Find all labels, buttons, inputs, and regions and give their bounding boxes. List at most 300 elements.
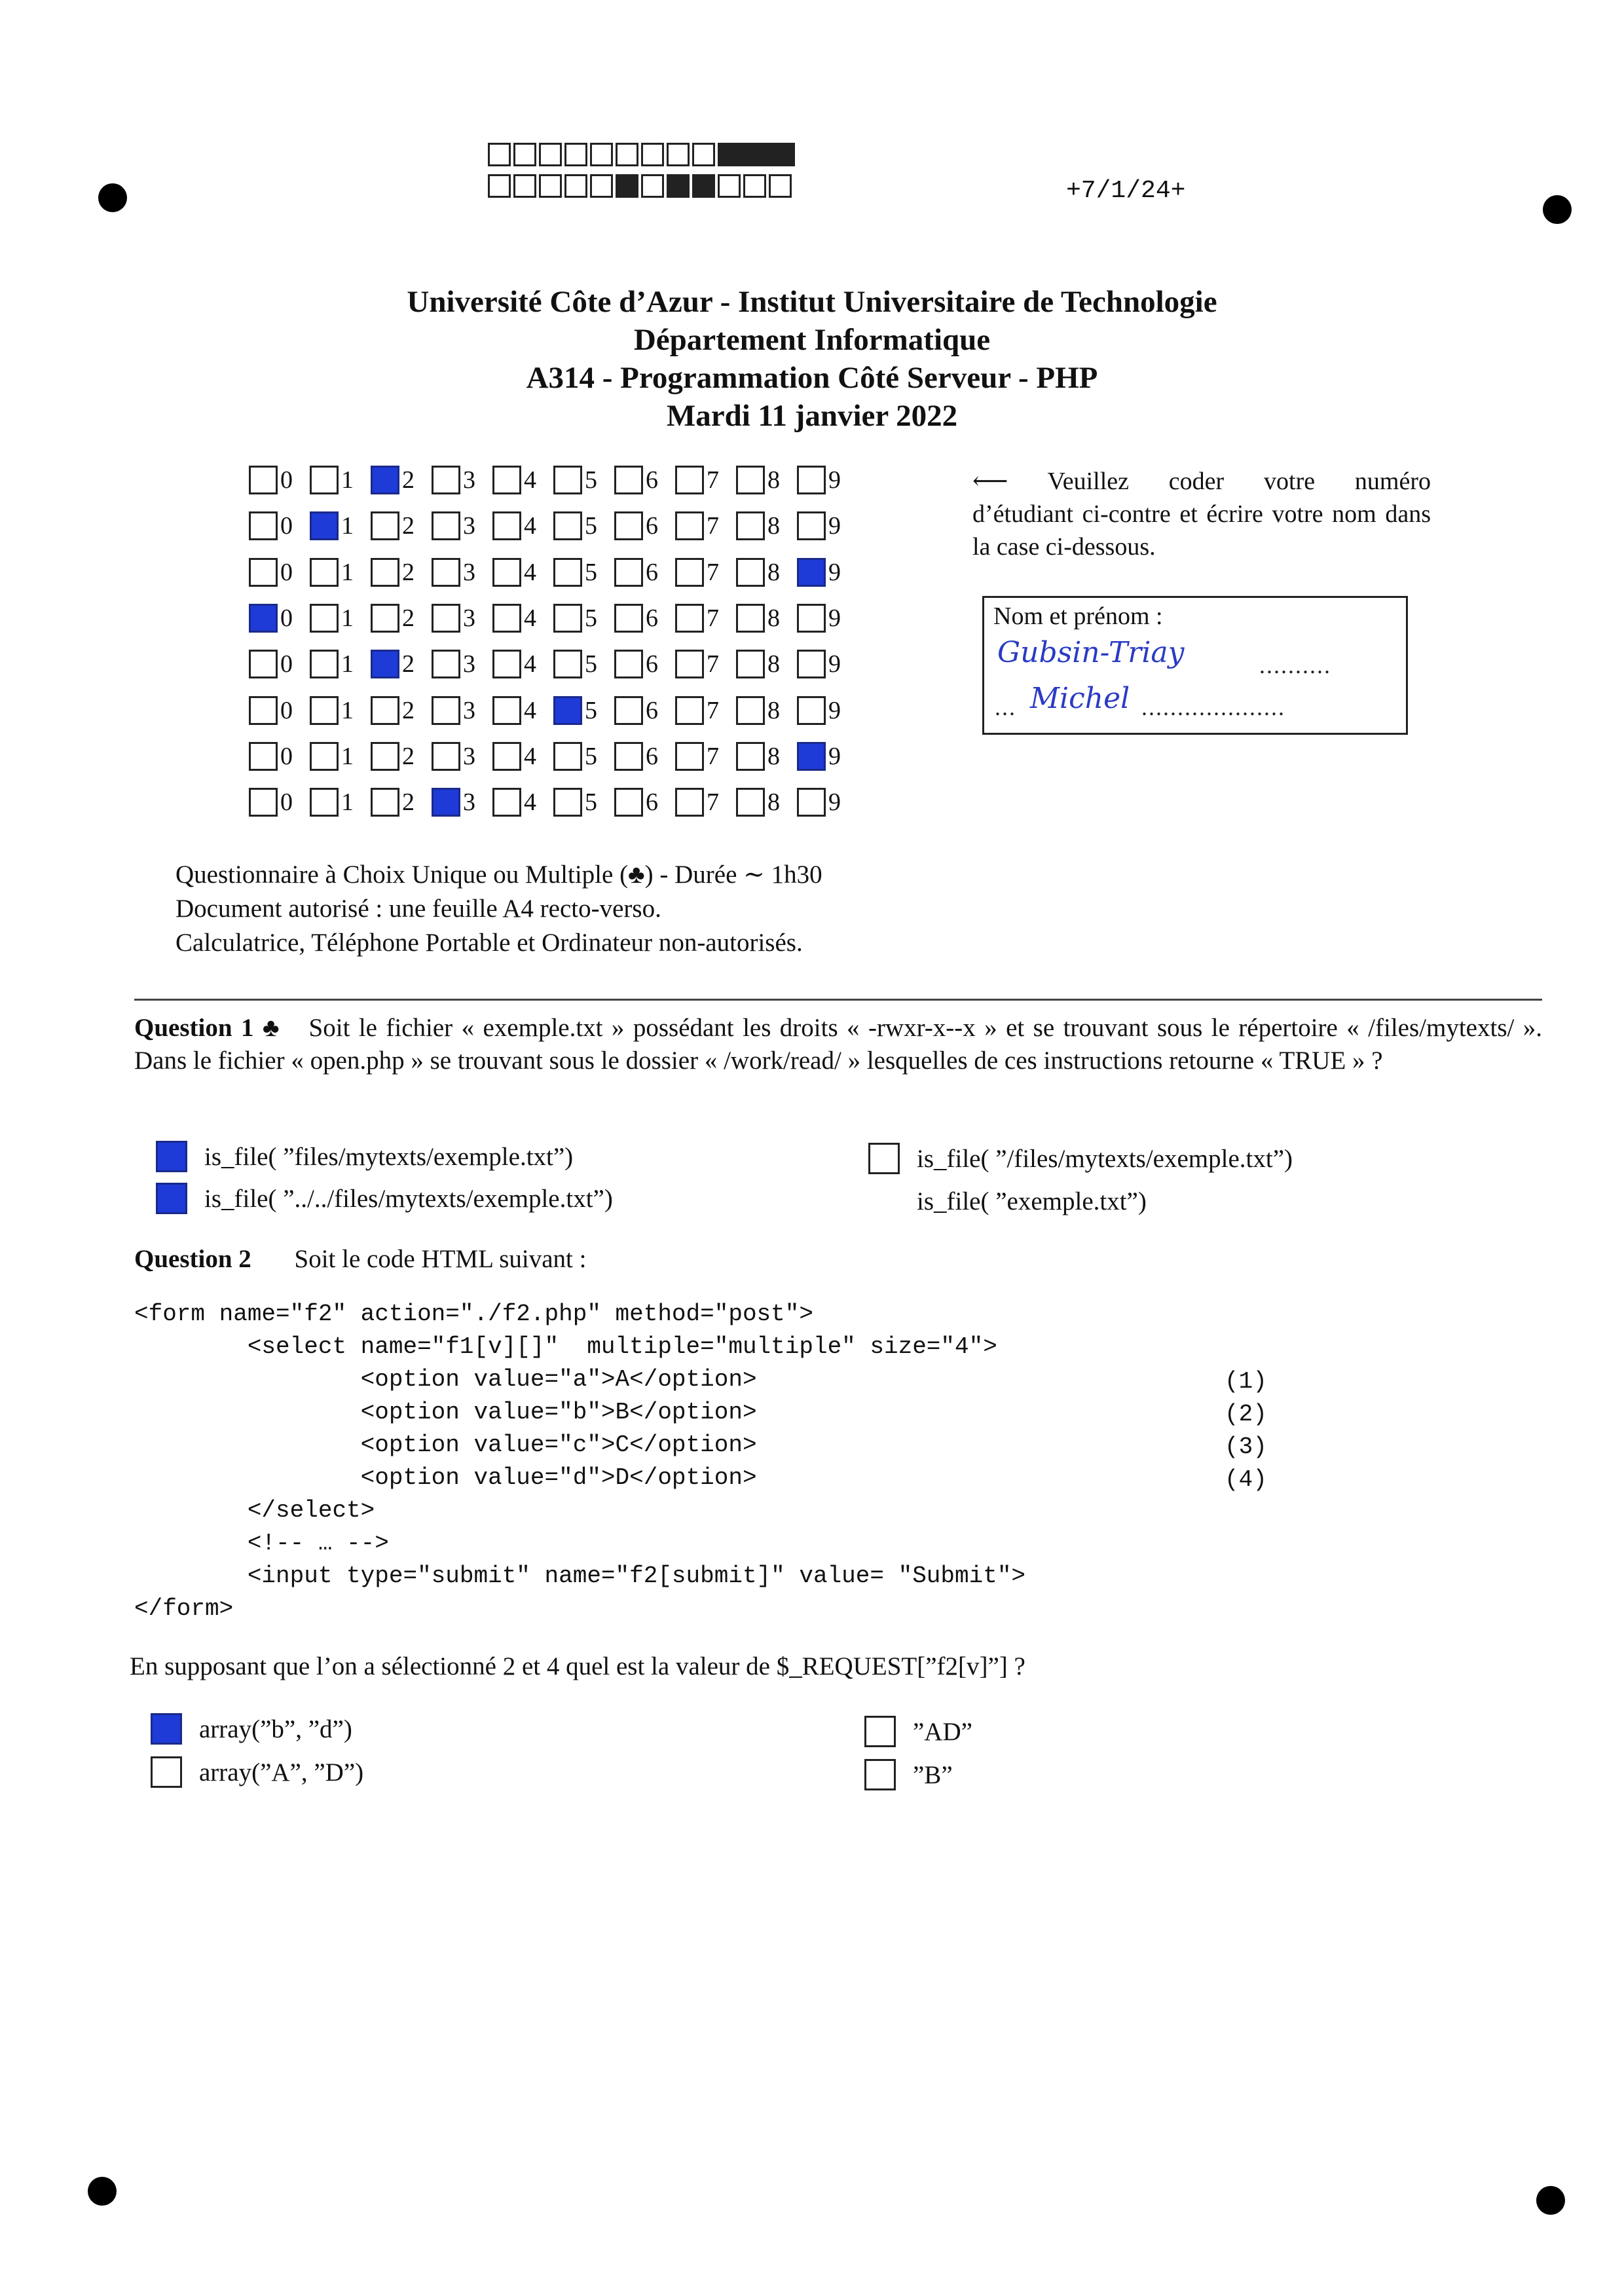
digit-checkbox[interactable] (310, 511, 339, 540)
digit-label: 7 (707, 466, 719, 494)
digit-label: 2 (402, 604, 415, 632)
digit-cell[interactable] (371, 558, 432, 587)
name-dotted-line-2-prefix: ... (995, 694, 1016, 720)
digit-checkbox[interactable] (553, 604, 582, 633)
digit-cell[interactable] (310, 604, 371, 633)
digit-cell[interactable] (553, 604, 614, 633)
digit-checkbox[interactable] (492, 511, 521, 540)
digit-cell[interactable] (553, 511, 614, 540)
digit-cell[interactable] (736, 742, 797, 771)
digit-cell[interactable] (492, 696, 553, 725)
digit-label: 5 (585, 788, 597, 816)
digit-checkbox[interactable] (736, 558, 765, 587)
digit-label: 3 (463, 743, 475, 770)
digit-label: 4 (524, 650, 536, 678)
digit-label: 9 (828, 559, 841, 586)
digit-cell[interactable] (249, 788, 310, 817)
handwritten-last-name: Gubsin-Triay (997, 636, 1185, 669)
checkbox[interactable] (151, 1756, 182, 1788)
digit-cell[interactable] (736, 466, 797, 494)
digit-label: 9 (828, 697, 841, 724)
digit-label: 7 (707, 697, 719, 724)
digit-checkbox[interactable] (432, 604, 460, 633)
digit-checkbox[interactable] (675, 511, 704, 540)
digit-cell[interactable] (553, 788, 614, 817)
digit-label: 7 (707, 743, 719, 770)
handwritten-first-name: Michel (1030, 682, 1130, 715)
digit-label: 3 (463, 512, 475, 540)
digit-cell[interactable] (371, 466, 432, 494)
digit-label: 0 (280, 697, 293, 724)
digit-cell[interactable] (614, 466, 675, 494)
instructions-text: Veuillez coder votre numéro d’étudiant ci-contre et écrire votre nom dans la case ci-dessous. (972, 468, 1431, 561)
digit-checkbox[interactable] (553, 466, 582, 494)
digit-cell[interactable] (249, 650, 310, 678)
digit-checkbox[interactable] (249, 511, 278, 540)
name-dotted-line-2: .................... (1141, 694, 1285, 720)
digit-cell[interactable] (310, 742, 371, 771)
code-line-refs (1225, 1365, 1267, 1496)
grid-row (249, 692, 858, 729)
digit-checkbox[interactable] (492, 742, 521, 771)
choice-label: array(”b”, ”d”) (199, 1714, 352, 1743)
digit-label: 5 (585, 466, 597, 494)
digit-cell[interactable] (675, 466, 736, 494)
digit-cell[interactable] (553, 466, 614, 494)
digit-checkbox[interactable] (432, 742, 460, 771)
digit-label: 0 (280, 743, 293, 770)
digit-label: 4 (524, 466, 536, 494)
digit-cell[interactable] (249, 742, 310, 771)
digit-checkbox[interactable] (614, 466, 643, 494)
name-dotted-line-1: .......... (1259, 652, 1331, 678)
q1-choice-4[interactable] (868, 1185, 1147, 1217)
choice-label: array(”A”, ”D”) (199, 1758, 364, 1787)
exam-code: +7/1/24+ (1066, 177, 1186, 205)
digit-checkbox[interactable] (553, 650, 582, 678)
digit-cell[interactable] (492, 511, 553, 540)
digit-cell[interactable] (492, 742, 553, 771)
grid-row (249, 462, 858, 498)
digit-label: 6 (646, 512, 658, 540)
digit-cell[interactable] (797, 604, 858, 633)
checkbox[interactable] (156, 1183, 187, 1214)
digit-checkbox[interactable] (675, 604, 704, 633)
q2-choice-1[interactable] (151, 1713, 352, 1745)
digit-checkbox[interactable] (736, 650, 765, 678)
digit-checkbox[interactable] (675, 742, 704, 771)
digit-label: 0 (280, 788, 293, 816)
digit-cell[interactable] (310, 558, 371, 587)
digit-cell[interactable] (310, 511, 371, 540)
choice-label: is_file( ”files/mytexts/exemple.txt”) (204, 1142, 574, 1171)
digit-checkbox[interactable] (797, 466, 826, 494)
digit-cell[interactable] (675, 558, 736, 587)
digit-label: 0 (280, 559, 293, 586)
checkbox[interactable] (868, 1143, 900, 1174)
digit-checkbox[interactable] (797, 511, 826, 540)
digit-label: 1 (341, 788, 354, 816)
digit-cell[interactable] (797, 788, 858, 817)
digit-label: 6 (646, 650, 658, 678)
digit-cell[interactable] (797, 558, 858, 587)
digit-label: 2 (402, 559, 415, 586)
digit-label: 3 (463, 697, 475, 724)
corner-mark-top-left (98, 183, 127, 212)
digit-label: 8 (767, 788, 780, 816)
digit-cell[interactable] (249, 558, 310, 587)
digit-cell[interactable] (432, 558, 492, 587)
digit-checkbox[interactable] (553, 558, 582, 587)
digit-label: 8 (767, 604, 780, 632)
digit-cell[interactable] (492, 604, 553, 633)
choice-label: ”B” (913, 1760, 953, 1789)
digit-checkbox[interactable] (310, 558, 339, 587)
digit-cell[interactable] (432, 511, 492, 540)
digit-checkbox[interactable] (736, 604, 765, 633)
ref-4: (4) (1225, 1466, 1267, 1493)
digit-label: 9 (828, 650, 841, 678)
digit-checkbox[interactable] (553, 742, 582, 771)
digit-label: 6 (646, 559, 658, 586)
digit-label: 0 (280, 466, 293, 494)
checkbox[interactable] (151, 1713, 182, 1745)
digit-checkbox[interactable] (614, 650, 643, 678)
corner-mark-bottom-left (88, 2177, 117, 2206)
digit-cell[interactable] (371, 742, 432, 771)
digit-checkbox[interactable] (614, 558, 643, 587)
name-box[interactable] (982, 596, 1408, 735)
digit-cell[interactable] (310, 788, 371, 817)
ref-3: (3) (1225, 1434, 1267, 1460)
digit-checkbox[interactable] (736, 511, 765, 540)
exam-info (175, 858, 822, 960)
question-2-header (134, 1243, 1542, 1276)
exam-info-line-1: Questionnaire à Choix Unique ou Multiple (♣) - Durée ∼ 1h30 (175, 861, 822, 889)
digit-cell[interactable] (553, 742, 614, 771)
digit-label: 9 (828, 604, 841, 632)
grid-row (249, 600, 858, 637)
digit-label: 1 (341, 650, 354, 678)
digit-cell[interactable] (614, 558, 675, 587)
digit-label: 5 (585, 559, 597, 586)
digit-checkbox[interactable] (310, 650, 339, 678)
digit-cell[interactable] (736, 511, 797, 540)
digit-label: 0 (280, 650, 293, 678)
digit-cell[interactable] (249, 511, 310, 540)
digit-label: 8 (767, 697, 780, 724)
barcode-row-top (488, 143, 798, 166)
digit-label: 1 (341, 559, 354, 586)
digit-checkbox[interactable] (249, 650, 278, 678)
digit-label: 3 (463, 650, 475, 678)
digit-cell[interactable] (492, 788, 553, 817)
digit-cell[interactable] (432, 650, 492, 678)
digit-cell[interactable] (249, 604, 310, 633)
digit-label: 5 (585, 512, 597, 540)
digit-checkbox[interactable] (675, 466, 704, 494)
digit-cell[interactable] (553, 696, 614, 725)
separator-rule (134, 999, 1542, 1001)
q2-choice-3[interactable] (864, 1716, 972, 1747)
digit-cell[interactable] (797, 466, 858, 494)
digit-checkbox[interactable] (310, 696, 339, 725)
digit-checkbox[interactable] (797, 696, 826, 725)
digit-cell[interactable] (310, 696, 371, 725)
q2-choice-4[interactable] (864, 1759, 953, 1790)
checkbox[interactable] (864, 1759, 896, 1790)
digit-label: 8 (767, 650, 780, 678)
html-code-block: <form name="f2" action="./f2.php" method="post"> <select name="f1[v][]" multiple="multiple" size="4"> <option value="a">A</option> <option value="b">B</option> <option value="c">C</option> <option value="d">D</option> </select> <!-- … --> <input type="submit" name="f2[submit]" value= "Submit"> </form> (134, 1301, 1026, 1622)
digit-cell[interactable] (371, 650, 432, 678)
digit-checkbox[interactable] (797, 558, 826, 587)
digit-label: 5 (585, 604, 597, 632)
digit-label: 4 (524, 697, 536, 724)
digit-label: 9 (828, 788, 841, 816)
digit-label: 6 (646, 743, 658, 770)
digit-cell[interactable] (614, 650, 675, 678)
digit-checkbox[interactable] (310, 604, 339, 633)
digit-cell[interactable] (371, 511, 432, 540)
digit-checkbox[interactable] (736, 696, 765, 725)
digit-checkbox[interactable] (492, 558, 521, 587)
digit-checkbox[interactable] (675, 558, 704, 587)
digit-label: 0 (280, 512, 293, 540)
ref-1: (1) (1225, 1368, 1267, 1395)
grid-row (249, 508, 858, 544)
digit-cell[interactable] (614, 604, 675, 633)
digit-cell[interactable] (797, 696, 858, 725)
checkbox[interactable] (864, 1716, 896, 1747)
digit-checkbox[interactable] (797, 788, 826, 817)
digit-cell[interactable] (736, 650, 797, 678)
digit-cell[interactable] (675, 788, 736, 817)
digit-checkbox[interactable] (432, 650, 460, 678)
digit-checkbox[interactable] (310, 466, 339, 494)
digit-label: 3 (463, 466, 475, 494)
digit-checkbox[interactable] (553, 511, 582, 540)
exam-date: Mardi 11 janvier 2022 (666, 399, 958, 433)
digit-checkbox[interactable] (249, 696, 278, 725)
digit-checkbox[interactable] (492, 466, 521, 494)
digit-cell[interactable] (310, 650, 371, 678)
digit-checkbox[interactable] (492, 604, 521, 633)
digit-label: 2 (402, 788, 415, 816)
digit-label: 3 (463, 604, 475, 632)
digit-cell[interactable] (675, 650, 736, 678)
digit-checkbox[interactable] (432, 558, 460, 587)
digit-checkbox[interactable] (432, 466, 460, 494)
digit-label: 2 (402, 512, 415, 540)
grid-row (249, 646, 858, 682)
digit-checkbox[interactable] (249, 788, 278, 817)
digit-label: 8 (767, 743, 780, 770)
digit-cell[interactable] (492, 558, 553, 587)
digit-cell[interactable] (614, 696, 675, 725)
digit-cell[interactable] (797, 742, 858, 771)
digit-checkbox[interactable] (371, 742, 399, 771)
digit-checkbox[interactable] (553, 788, 582, 817)
digit-cell[interactable] (371, 604, 432, 633)
digit-cell[interactable] (675, 511, 736, 540)
digit-checkbox[interactable] (371, 558, 399, 587)
digit-label: 2 (402, 697, 415, 724)
digit-checkbox[interactable] (797, 650, 826, 678)
digit-label: 8 (767, 466, 780, 494)
digit-checkbox[interactable] (371, 696, 399, 725)
q1-choice-2[interactable] (156, 1183, 613, 1214)
digit-checkbox[interactable] (614, 696, 643, 725)
digit-cell[interactable] (614, 742, 675, 771)
digit-cell[interactable] (492, 466, 553, 494)
digit-checkbox[interactable] (371, 604, 399, 633)
exam-info-line-3: Calculatrice, Téléphone Portable et Ordinateur non-autorisés. (175, 929, 803, 957)
q1-choice-3[interactable] (868, 1143, 1293, 1174)
digit-checkbox[interactable] (492, 788, 521, 817)
choice-label: is_file( ”exemple.txt”) (917, 1187, 1147, 1215)
digit-cell[interactable] (675, 696, 736, 725)
digit-label: 8 (767, 512, 780, 540)
digit-label: 1 (341, 466, 354, 494)
digit-checkbox[interactable] (310, 742, 339, 771)
digit-checkbox[interactable] (553, 696, 582, 725)
digit-checkbox[interactable] (432, 696, 460, 725)
digit-label: 5 (585, 743, 597, 770)
exam-info-line-2: Document autorisé : une feuille A4 recto-verso. (175, 895, 661, 923)
digit-checkbox[interactable] (736, 466, 765, 494)
ref-2: (2) (1225, 1401, 1267, 1428)
digit-label: 6 (646, 697, 658, 724)
digit-checkbox[interactable] (371, 511, 399, 540)
digit-cell[interactable] (310, 466, 371, 494)
digit-checkbox[interactable] (432, 788, 460, 817)
digit-checkbox[interactable] (797, 742, 826, 771)
digit-label: 5 (585, 650, 597, 678)
digit-label: 5 (585, 697, 597, 724)
digit-cell[interactable] (736, 788, 797, 817)
digit-cell[interactable] (675, 604, 736, 633)
digit-cell[interactable] (797, 650, 858, 678)
question-2-title: Question 2 (134, 1245, 251, 1273)
grid-row (249, 738, 858, 775)
digit-label: 4 (524, 512, 536, 540)
digit-label: 0 (280, 604, 293, 632)
digit-checkbox[interactable] (310, 788, 339, 817)
digit-label: 3 (463, 788, 475, 816)
course-title: A314 - Programmation Côté Serveur - PHP (526, 361, 1098, 395)
digit-label: 4 (524, 788, 536, 816)
digit-cell[interactable] (432, 696, 492, 725)
digit-cell[interactable] (371, 788, 432, 817)
digit-label: 2 (402, 650, 415, 678)
digit-checkbox[interactable] (675, 696, 704, 725)
digit-label: 2 (402, 743, 415, 770)
grid-row (249, 784, 858, 821)
digit-cell[interactable] (797, 511, 858, 540)
digit-label: 4 (524, 604, 536, 632)
digit-checkbox[interactable] (371, 650, 399, 678)
digit-label: 9 (828, 512, 841, 540)
digit-label: 8 (767, 559, 780, 586)
digit-cell[interactable] (432, 742, 492, 771)
q1-choice-1[interactable] (156, 1141, 573, 1172)
university-title: Université Côte d’Azur - Institut Universitaire de Technologie (407, 285, 1217, 319)
digit-label: 7 (707, 512, 719, 540)
instructions (972, 465, 1431, 563)
question-1-text: Soit le fichier « exemple.txt » possédant les droits « -rwxr-x--x » et se trouvant sous le répertoire « /files/mytexts/ ». Dans le fichier « open.php » se trouvant sous le dossier « /work/read/ » lesquelles de ces instructions retourne « TRUE » ? (134, 1014, 1542, 1075)
barcode-row-bottom (488, 174, 794, 198)
corner-mark-top-right (1543, 195, 1572, 224)
digit-checkbox[interactable] (492, 696, 521, 725)
digit-cell[interactable] (736, 558, 797, 587)
corner-mark-bottom-right (1536, 2186, 1565, 2215)
q2-choice-2[interactable] (151, 1756, 363, 1788)
digit-checkbox[interactable] (736, 742, 765, 771)
digit-label: 9 (828, 466, 841, 494)
digit-cell[interactable] (432, 466, 492, 494)
digit-checkbox[interactable] (249, 604, 278, 633)
digit-cell[interactable] (553, 650, 614, 678)
digit-cell[interactable] (371, 696, 432, 725)
digit-label: 1 (341, 604, 354, 632)
digit-checkbox[interactable] (249, 742, 278, 771)
digit-label: 6 (646, 788, 658, 816)
checkbox[interactable] (156, 1141, 187, 1172)
digit-checkbox[interactable] (736, 788, 765, 817)
digit-cell[interactable] (736, 696, 797, 725)
digit-label: 3 (463, 559, 475, 586)
digit-cell[interactable] (614, 511, 675, 540)
question-2-text: En supposant que l’on a sélectionné 2 et 4 quel est la valeur de $_REQUEST[”f2[v]”] ? (130, 1652, 1025, 1680)
name-label: Nom et prénom : (993, 602, 1163, 630)
digit-cell[interactable] (736, 604, 797, 633)
digit-checkbox[interactable] (797, 604, 826, 633)
digit-label: 1 (341, 743, 354, 770)
digit-label: 2 (402, 466, 415, 494)
checkbox[interactable] (868, 1185, 900, 1217)
digit-checkbox[interactable] (614, 604, 643, 633)
digit-cell[interactable] (553, 558, 614, 587)
digit-cell[interactable] (249, 696, 310, 725)
digit-checkbox[interactable] (249, 466, 278, 494)
digit-checkbox[interactable] (675, 650, 704, 678)
digit-checkbox[interactable] (432, 511, 460, 540)
digit-checkbox[interactable] (371, 466, 399, 494)
choice-label: is_file( ”../../files/mytexts/exemple.txt”) (204, 1184, 613, 1213)
digit-checkbox[interactable] (675, 788, 704, 817)
question-1 (134, 1012, 1542, 1077)
digit-cell[interactable] (614, 788, 675, 817)
digit-checkbox[interactable] (492, 650, 521, 678)
digit-label: 6 (646, 604, 658, 632)
digit-label: 7 (707, 559, 719, 586)
digit-label: 6 (646, 466, 658, 494)
digit-cell[interactable] (432, 604, 492, 633)
department-title: Département Informatique (633, 323, 991, 357)
digit-cell[interactable] (492, 650, 553, 678)
digit-checkbox[interactable] (371, 788, 399, 817)
digit-checkbox[interactable] (614, 511, 643, 540)
digit-checkbox[interactable] (614, 788, 643, 817)
digit-checkbox[interactable] (249, 558, 278, 587)
digit-cell[interactable] (249, 466, 310, 494)
question-2-intro: Soit le code HTML suivant : (294, 1245, 587, 1273)
digit-cell[interactable] (432, 788, 492, 817)
choice-label: ”AD” (913, 1717, 972, 1746)
digit-cell[interactable] (675, 742, 736, 771)
digit-checkbox[interactable] (614, 742, 643, 771)
digit-label: 9 (828, 743, 841, 770)
